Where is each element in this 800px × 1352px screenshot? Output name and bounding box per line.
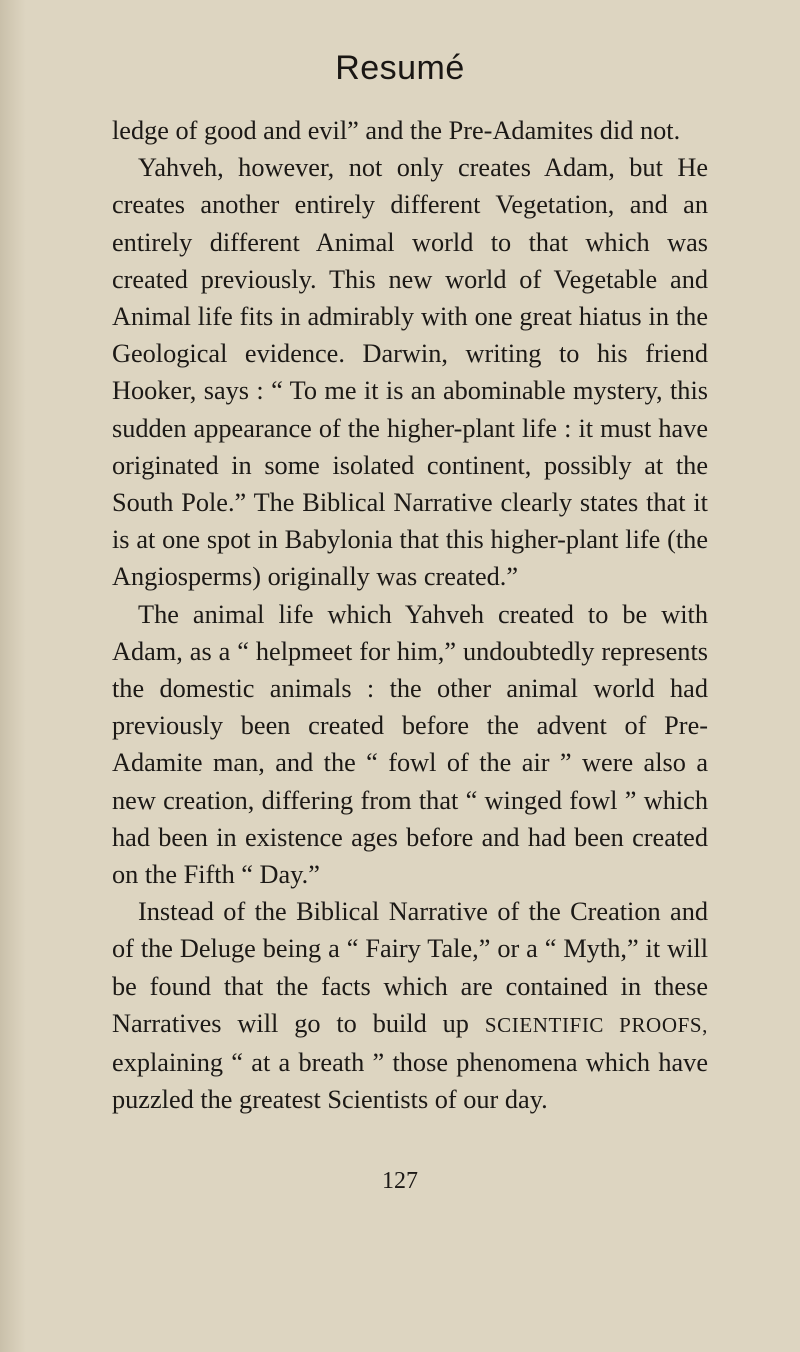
running-head: Resumé [335,49,465,87]
paragraph-continuation: ledge of good and evil” and the Pre-Adamites did not. [112,116,681,145]
paragraph-animal-life: The animal life which Yahveh created to be with Adam, as a “ helpmeet for him,” undoubtedly represents the domestic animals : the other animal world had previously been created before the advent of Pre-Adamite man, and the “ fowl of the air ” were also a new creation, differing from that “ winged fowl ” which had been in existence ages before and had been created on the Fifth “ Day.” [112,599,708,890]
page-number: 127 [382,1168,418,1194]
paragraph-scientific-proofs [112,893,708,1118]
gutter-shadow [0,0,26,1352]
body-text [112,112,708,1118]
text-after-small-caps: explaining “ at a breath ” those phenomena which have puzzled the greatest Scientists of our day. [112,1048,708,1115]
paragraph-yahveh-vegetation: Yahveh, however, not only creates Adam, but He creates another entirely different Vegetation, and an entirely different Animal world to that which was created previously. This new world of Vegetable and Animal life fits in admirably with one great hiatus in the Geological evidence. Darwin, writing to his friend Hooker, says : “ To me it is an abominable mystery, this sudden appearance of the higher-plant life : it must have originated in some isolated continent, possibly at the South Pole.” The Biblical Narrative clearly states that it is at one spot in Babylonia that this higher-plant life (the Angiosperms) originally was created.” [112,153,708,592]
small-caps-phrase: SCIENTIFIC PROOFS, [484,1012,708,1037]
text-before-small-caps: Instead of the Biblical Narrative of the Creation and of the Deluge being a “ Fairy Tale,” or a “ Myth,” it will be found that the facts which are contained in these Narratives will go to build up [112,897,708,1038]
